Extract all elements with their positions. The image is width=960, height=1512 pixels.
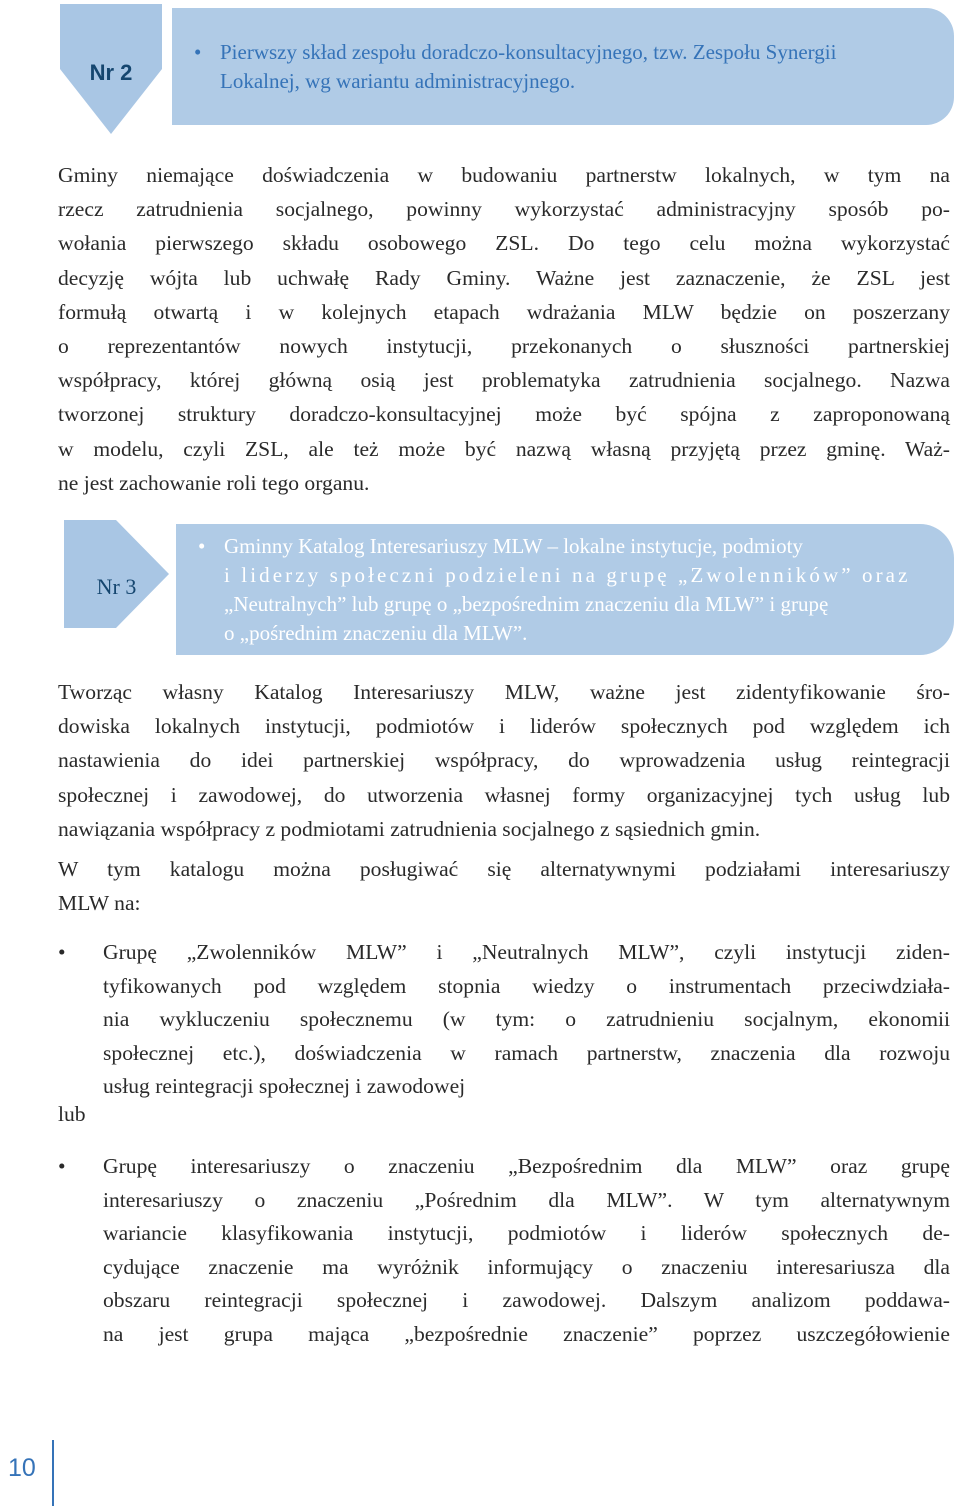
text-line: wariancie klasyfikowania instytucji, podmiotów i liderów społecznych de- <box>103 1221 950 1245</box>
text-line: współpracy, której główną osią jest problematyka zatrudnienia socjalnego. Nazwa <box>58 368 950 393</box>
text-line: Grupę „Zwolenników MLW” i „Neutralnych MLW”, czyli instytucji ziden- <box>103 940 950 964</box>
text-line: Gminy niemające doświadczenia w budowaniu partnerstw lokalnych, w tym na <box>58 163 950 187</box>
page-number: 10 <box>8 1454 36 1482</box>
text-line: społecznej i zawodowej, do utworzenia własnej formy organizacyjnej tych usług lub <box>58 782 950 807</box>
badge-label: Nr 2 <box>89 60 133 85</box>
text-line: w modelu, czyli ZSL, ale też może być nazwą własną przyjętą przez gminę. Waż- <box>58 436 950 461</box>
callout-line: Gminny Katalog Interesariuszy MLW – lokalne instytucje, podmioty <box>224 534 803 558</box>
badge-label: Nr 3 <box>96 574 137 599</box>
callout-line: i liderzy społeczni podzieleni na grupę „Zwolenników” oraz <box>224 563 911 587</box>
paragraph-katalog <box>58 675 950 846</box>
text-line: tworzonej struktury doradczo-konsultacyjnej może być spójna z zaproponowaną <box>58 402 950 427</box>
text-line: Tworząc własny Katalog Interesariuszy MLW, ważne jest zidentyfikowanie śro- <box>58 680 950 704</box>
text-line: formułą otwartą i w kolejnych etapach wdrażania MLW będzie on poszerzany <box>58 299 950 324</box>
badge-nr3 <box>64 520 169 628</box>
text-line: usług reintegracji społecznej i zawodowej <box>103 1074 466 1098</box>
text-line: na jest grupa mająca „bezpośrednie znaczenie” poprzez uszczegółowienie <box>103 1321 950 1346</box>
list-separator: lub <box>58 1102 86 1126</box>
text-line: o reprezentantów nowych instytucji, przekonanych o słuszności partnerskiej <box>58 334 950 359</box>
callout-line: Pierwszy skład zespołu doradczo-konsultacyjnego, tzw. Zespołu Synergii <box>220 40 837 64</box>
bullet-icon: • <box>198 534 206 558</box>
badge-nr2 <box>60 4 162 134</box>
bullet-icon: • <box>58 1154 66 1178</box>
callout-text-nr3 <box>198 532 942 648</box>
text-line: nastawienia do idei partnerskiej współpracy, do wprowadzenia usług reintegracji <box>58 748 950 773</box>
callout-line: o „pośrednim znaczeniu dla MLW”. <box>224 621 528 645</box>
text-line: społecznej etc.), doświadczenia w ramach partnerstw, znaczenia dla rozwoju <box>103 1040 950 1065</box>
text-line: W tym katalogu można posługiwać się alternatywnymi podziałami interesariuszy <box>58 857 950 881</box>
page-number-rule <box>52 1440 54 1506</box>
text-line: obszaru reintegracji społecznej i zawodowej. Dalszym analizom poddawa- <box>103 1288 950 1312</box>
callout-line: Lokalnej, wg wariantu administracyjnego. <box>220 69 576 93</box>
text-line: ne jest zachowanie roli tego organu. <box>58 470 370 495</box>
bullet-icon: • <box>58 940 66 964</box>
text-line: nawiązania współpracy z podmiotami zatrudnienia socjalnego z sąsiednich gmin. <box>58 816 761 841</box>
text-line: Grupę interesariuszy o znaczeniu „Bezpośrednim dla MLW” oraz grupę <box>103 1154 950 1178</box>
text-line: MLW na: <box>58 891 141 916</box>
callout-line: „Neutralnych” lub grupę o „bezpośrednim znaczeniu dla MLW” i grupę <box>224 592 829 616</box>
text-line: tyfikowanych pod względem stopnia wiedzy o instrumentach przeciwdziała- <box>103 973 950 998</box>
text-line: interesariuszy o znaczeniu „Pośrednim dla MLW”. W tym alternatywnym <box>103 1187 950 1212</box>
text-line: rzecz zatrudnienia socjalnego, powinny wykorzystać administracyjny sposób po- <box>58 197 950 222</box>
text-line: decyzję wójta lub uchwałę Rady Gminy. Ważne jest zaznaczenie, że ZSL jest <box>58 265 950 290</box>
text-line: wołania pierwszego składu osobowego ZSL. Do tego celu można wykorzystać <box>58 231 950 256</box>
text-line: nia wykluczeniu społecznemu (w tym: o zatrudnieniu socjalnym, ekonomii <box>103 1007 950 1031</box>
bullet-icon: • <box>194 40 202 64</box>
text-line: dowiska lokalnych instytucji, podmiotów i liderów społecznych pod względem ich <box>58 714 950 739</box>
paragraph-podzialy <box>58 852 950 920</box>
paragraph-zsl <box>58 158 950 500</box>
callout-text-nr2 <box>194 38 940 96</box>
text-line: cydujące znaczenie ma wyróżnik informujący o znaczeniu interesariusza dla <box>103 1254 950 1279</box>
